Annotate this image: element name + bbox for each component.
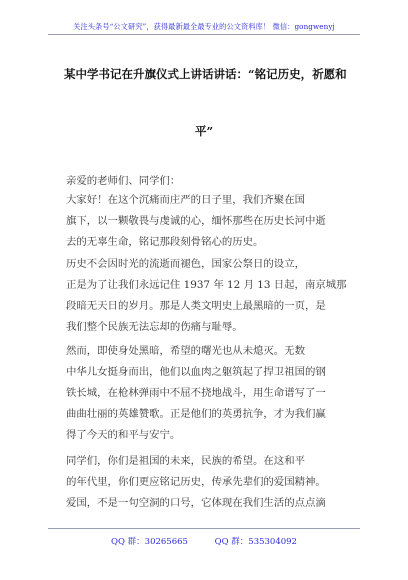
footer-qq-group-2: QQ 群：535304092 — [214, 537, 297, 547]
paragraph-line: 爱国，不是一句空洞的口号，它体现在我们生活的点点滴 — [66, 497, 326, 509]
paragraph-line: 曲曲壮丽的英雄赞歌。正是他们的英勇抗争，才为我们赢 — [66, 408, 326, 420]
paragraph-line: 的年代里，你们更应铭记历史，传承先辈们的爱国精神。 — [66, 476, 326, 488]
paragraph-line: 我们整个民族无法忘却的伤痛与耻辱。 — [66, 321, 243, 333]
paragraph-line: 历史不会因时光的流逝而褪色，国家公祭日的设立， — [66, 258, 305, 270]
document-title-line-2: 平” — [195, 124, 214, 138]
footer-qq-group-1: QQ 群：30265665 — [111, 537, 188, 547]
paragraph-line: 正是为了让我们永远记住 1937 年 12 月 13 日起，南京城那 — [66, 279, 347, 291]
paragraph-line: 中华儿女挺身而出，他们以血肉之躯筑起了捍卫祖国的钢 — [66, 366, 326, 378]
document-title-line-1: 某中学书记在升旗仪式上讲话讲话：“铭记历史，祈愿和 — [64, 67, 347, 81]
paragraph-line: 段暗无天日的岁月。那是人类文明史上最黑暗的一页，是 — [66, 300, 326, 312]
paragraph-line: 同学们，你们是祖国的未来，民族的希望。在这和平 — [66, 455, 305, 467]
paragraph-line: 去的无辜生命，铭记那段刻骨铭心的历史。 — [66, 236, 264, 248]
paragraph-line: 得了今天的和平与安宁。 — [66, 429, 181, 441]
paragraph-2 — [66, 254, 360, 338]
paragraph-4 — [66, 451, 360, 514]
header-banner: 关注头条号“公文研究”，获得最新最全最专业的公文资料库！ 微信：gongwenyj — [73, 22, 335, 31]
paragraph-3 — [66, 341, 360, 446]
footer — [48, 535, 360, 547]
salutation: 亲爱的老师们、同学们： — [66, 175, 181, 187]
footer-divider — [48, 528, 360, 529]
paragraph-line: 大家好！在这个沉痛而庄严的日子里，我们齐聚在国 — [66, 194, 305, 206]
paragraph-1 — [66, 190, 360, 253]
header-divider — [48, 34, 360, 35]
paragraph-line: 旗下，以一颗敬畏与虔诚的心，缅怀那些在历史长河中逝 — [66, 215, 326, 227]
paragraph-line: 然而，即使身处黑暗，希望的曙光也从未熄灭。无数 — [66, 345, 305, 357]
paragraph-line: 铁长城，在枪林弹雨中不屈不挠地战斗，用生命谱写了一 — [66, 387, 326, 399]
